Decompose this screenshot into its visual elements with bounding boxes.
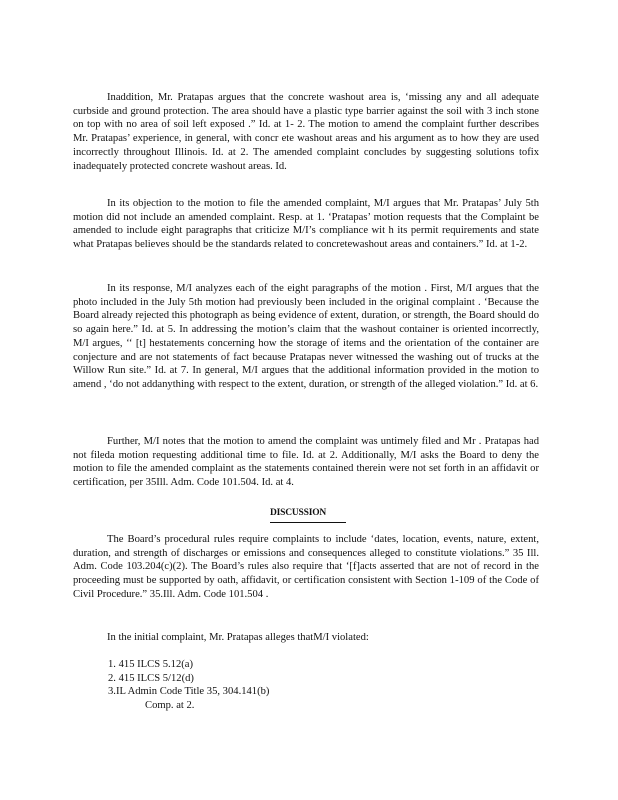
list-item: 1. 415 ILCS 5.12(a) <box>108 659 194 670</box>
discussion-heading: DISCUSSION <box>270 507 346 523</box>
paragraph-board-rules: The Board’s procedural rules require complaints to include ‘dates, location, events, nature, extent, duration, and strength of discharges or emissions and consequences alleged to constitute violations.” 35 Ill. Adm. Code 103.204(c)(2). The Board’s rules also require that ‘[f]acts asserted that are not of record in the proceeding must be supported by oath, affidavit, or certification consistent with Section 1-109 of the Code of Civil Procedure.” 35.Ill. Adm. Code 101.504 . <box>73 534 539 600</box>
paragraph-pratapas-argument: Inaddition, Mr. Pratapas argues that the concrete washout area is, ‘missing any and all adequate curbside and ground protection. The area should have a plastic type barrier against the soil with 3 inch stone on top with no area of soil left exposed .” Id. at 1- 2. The motion to amend the complaint further describes Mr. Pratapas’ experience, in general, with concr ete washout areas and his argument as to how they are used incorrectly throughout Illinois. Id. at 2. The amended complaint concludes by suggesting solutions tofix inadequately protected concrete washout areas. Id. <box>73 92 539 172</box>
paragraph-mi-further: Further, M/I notes that the motion to amend the complaint was untimely filed and Mr . Pratapas had not fileda motion requesting additional time to file. Id. at 2. Additionally, M/I asks the Board to deny the motion to file the amended complaint as the statements contained therein were not set forth in an affidavit or certification, per 35Ill. Adm. Code 101.504. Id. at 4. <box>73 436 539 489</box>
citation-line: Comp. at 2. <box>145 700 195 712</box>
paragraph-mi-response: In its response, M/I analyzes each of the eight paragraphs of the motion . First, M/I argues that the photo included in the July 5th motion had previously been included in the original complaint . ‘Because the Board already rejected this photograph as being evidence of extent, duration, or strength, the Board should do so again here.” Id. at 5. In addressing the motion’s claim that the washout container is oriented incorrectly, M/I argues, ‘‘ [t] hestatements concerning how the storage of items and the orientation of the container are conjecture and are not statements of fact because Pratapas never witnessed the washing out of trucks at the Willow Run site.” Id. at 7. In general, M/I argues that the additional information provided in the motion to amend , ‘do not addanything with respect to the extent, duration, or strength of the alleged violation.” Id. at 6. <box>73 283 539 390</box>
list-item: 2. 415 ILCS 5/12(d) <box>108 672 194 684</box>
paragraph-initial-complaint: In the initial complaint, Mr. Pratapas alleges thatM/I violated: <box>107 632 369 643</box>
paragraph-mi-objection: In its objection to the motion to file the amended complaint, M/I argues that Mr. Pratapas’ July 5th motion did not include an amended complaint. Resp. at 1. ‘Pratapas’ motion requests that the Complaint be amended to include eight paragraphs that criticize M/I’s compliance wit h its permit requirements and state what Pratapas believes should be the standards related to concretewashout areas and containers.” Id. at 1-2. <box>73 198 539 251</box>
list-item: 3.IL Admin Code Title 35, 304.141(b) <box>108 686 270 698</box>
violations-list <box>108 658 408 713</box>
